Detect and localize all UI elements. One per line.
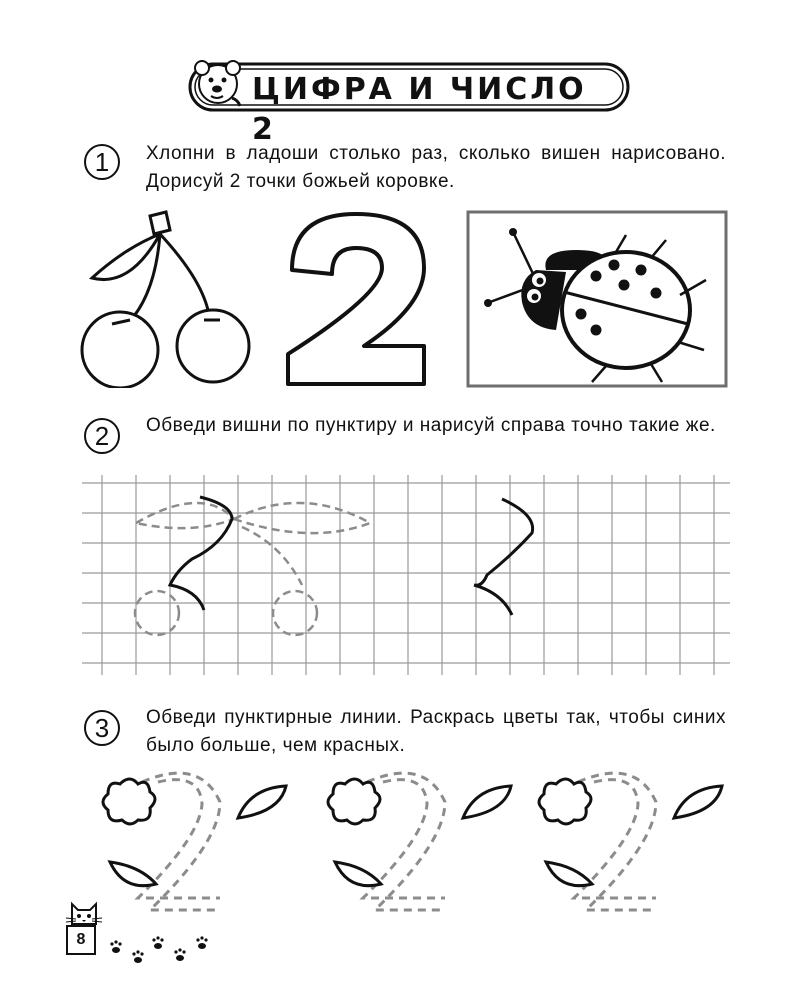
flower-group-2 <box>328 773 511 910</box>
page-title: ЦИФРА И ЧИСЛО 2 <box>252 72 587 147</box>
cat-icon <box>64 898 104 928</box>
cherries-illustration <box>70 208 260 388</box>
bear-mascot-icon <box>190 56 246 108</box>
paw-prints-icon <box>108 934 218 968</box>
task-3-text: Обведи пунктирные линии. Раскрась цветы так, чтобы синих было больше, чем красных. <box>146 707 726 756</box>
task-3-number: 3 <box>84 710 120 746</box>
task-2-text: Обведи вишни по пунктиру и нарисуй справа точно такие же. <box>146 415 716 436</box>
task-2-number: 2 <box>84 418 120 454</box>
big-digit-two <box>278 208 438 390</box>
task-1-number: 1 <box>84 144 120 180</box>
task-1-text: Хлопни в ладоши столько раз, сколько вишен нарисовано. Дорисуй 2 точки божьей коровке. <box>146 143 726 192</box>
flower-group-3 <box>539 773 722 910</box>
flower-group-1 <box>103 773 286 910</box>
page-number: 8 <box>66 925 96 955</box>
tracing-grid <box>82 475 730 675</box>
ladybug-frame <box>466 210 728 388</box>
flowers-tracing <box>90 762 730 922</box>
